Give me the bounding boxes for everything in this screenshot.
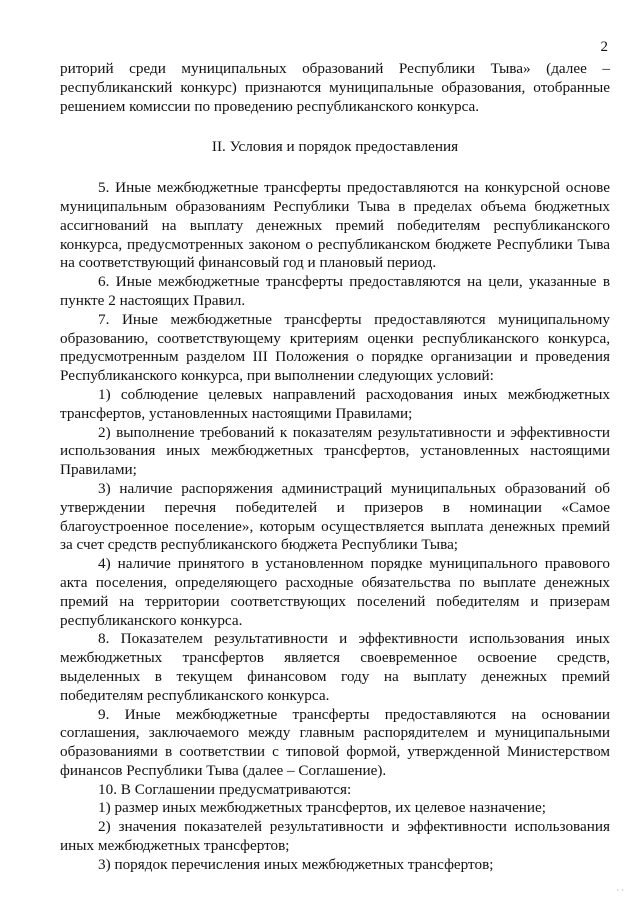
paragraph-10-item-3: 3) порядок перечисления иных межбюджетных трансфертов;: [98, 855, 494, 873]
paragraph-7-item-3: 3) наличие распоряжения администраций муниципальных образований об утверждении перечня победителей и призеров в номинации «Самое благоустроенное поселение», которым осуществляется выплата денежных премий за счет средств республиканского бюджета Республики Тыва;: [60, 479, 610, 554]
paragraph-7-item-2: 2) выполнение требований к показателям результативности и эффективности использования иных межбюджетных трансфертов, установленных настоящими Правилами;: [60, 423, 610, 479]
paragraph-7-item-1: 1) соблюдение целевых направлений расходования иных межбюджетных трансфертов, установленных настоящими Правилами;: [60, 385, 610, 422]
paragraph-8: 8. Показателем результативности и эффективности использования иных межбюджетных трансфертов является своевременное освоение средств, выделенных в текущем финансовом году на выплату денежных премий победителям республиканского конкурса.: [60, 630, 610, 704]
intro-paragraph: риторий среди муниципальных образований Республики Тыва» (далее – республиканский конкурс) признаются муниципальные образования, отобранные решением комиссии по проведению республиканского конкурса.: [60, 60, 610, 115]
document-body: [60, 60, 610, 875]
paragraph-10: 10. В Соглашении предусматриваются:: [98, 780, 352, 798]
section-title: II. Условия и порядок предоставления: [211, 138, 459, 156]
paragraph-6: 6. Иные межбюджетные трансферты предоставляются на цели, указанные в пункте 2 настоящих Правил.: [60, 273, 610, 309]
paragraph-7-item-4: 4) наличие принятого в установленном порядке муниципального правового акта поселения, определяющего расходные обязательства по выплате денежных премий на территории соответствующих поселений победителям и призерам республиканского конкурса.: [60, 555, 610, 629]
paragraph-10-item-2: 2) значения показателей результативности и эффективности использования иных межбюджетных трансфертов;: [60, 818, 610, 855]
paragraph-5: 5. Иные межбюджетные трансферты предоставляются на конкурсной основе муниципальным образованиям Республики Тыва в пределах объема бюджетных ассигнований на выплату денежных премий победителям республиканского конкурса, предусмотренных законом о республиканском бюджете Республики Тыва на соответствующий финансовый год и плановый период.: [60, 179, 610, 272]
paragraph-10-item-1: 1) размер иных межбюджетных трансфертов, их целевое назначение;: [98, 799, 547, 817]
corner-mark: · ·: [616, 886, 624, 895]
paragraph-7: 7. Иные межбюджетные трансферты предоставляются муниципальному образованию, соответствующему критериям оценки республиканского конкурса, предусмотренным разделом III Положения о порядке организации и проведения Республиканского конкурса, при выполнении следующих условий:: [60, 310, 610, 385]
page-number: 2: [600, 39, 608, 55]
paragraph-9: 9. Иные межбюджетные трансферты предоставляются на основании соглашения, заключаемого между главным распорядителем и муниципальными образованиями в соответствии с типовой формой, утвержденной Министерством финансов Республики Тыва (далее – Соглашение).: [60, 705, 610, 779]
